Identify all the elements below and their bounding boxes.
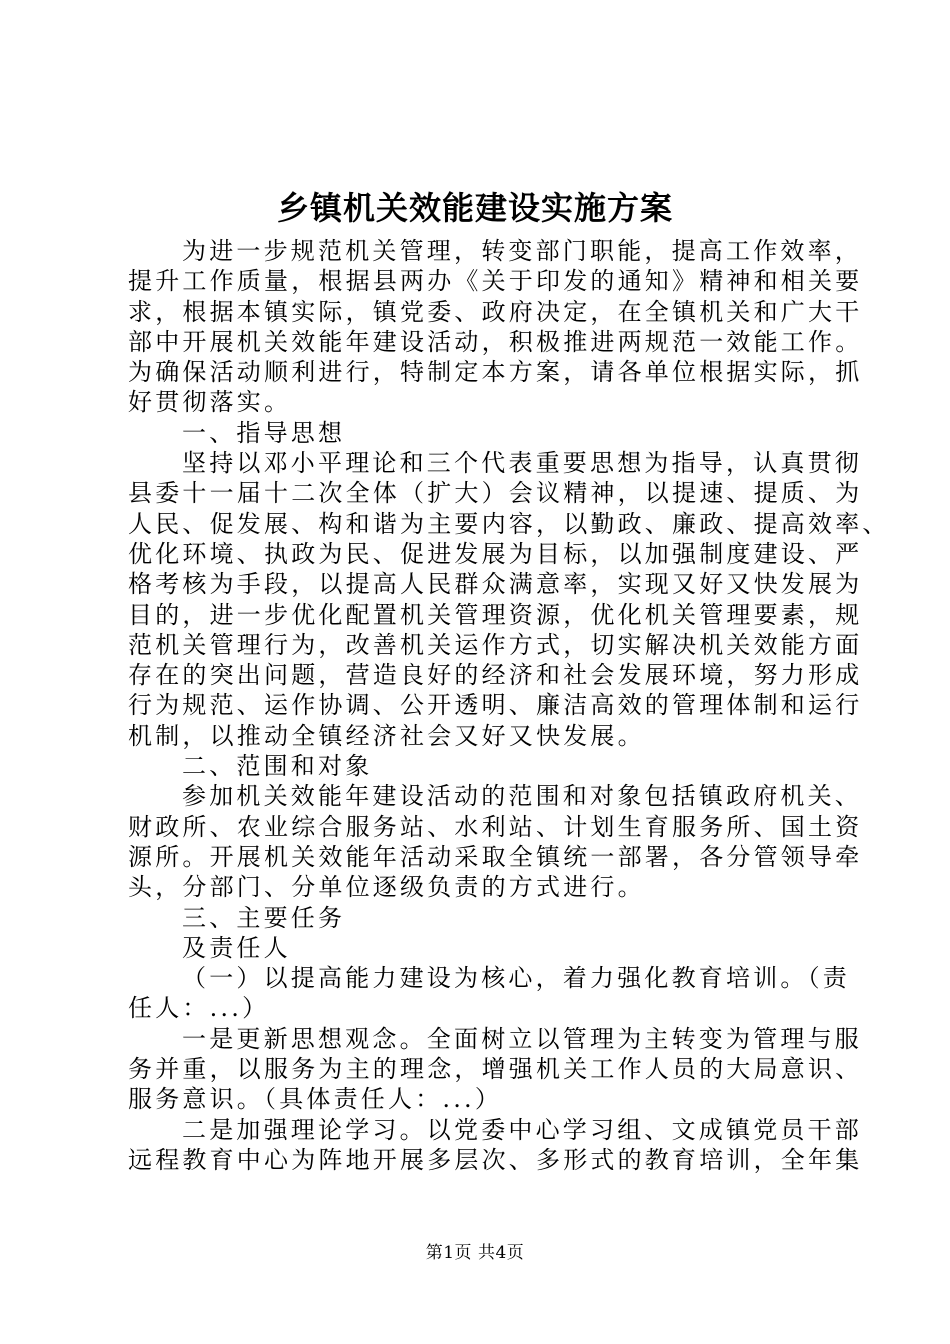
- body-line: 头，分部门、分单位逐级负责的方式进行。: [128, 873, 645, 902]
- body-line: 目的，进一步优化配置机关管理资源，优化机关管理要素，规: [128, 600, 863, 629]
- body-line: 二是加强理论学习。以党委中心学习组、文成镇党员干部: [182, 1115, 862, 1144]
- body-line: 服务意识。（具体责任人：...）: [128, 1085, 503, 1114]
- body-line: 任人：...）: [128, 994, 270, 1023]
- subsection-heading: （一）以提高能力建设为核心，着力强化教育培训。（责: [182, 964, 850, 993]
- body-line: 好贯彻落实。: [128, 388, 292, 417]
- body-line: 为进一步规范机关管理，转变部门职能，提高工作效率，: [182, 237, 862, 265]
- body-line: 务并重，以服务为主的理念，增强机关工作人员的大局意识、: [128, 1055, 863, 1084]
- body-line: 县委十一届十二次全体（扩大）会议精神，以提速、提质、为: [128, 479, 863, 508]
- body-line: 优化环境、执政为民、促进发展为目标，以加强制度建设、严: [128, 539, 863, 568]
- body-line: 为确保活动顺利进行，特制定本方案，请各单位根据实际，抓: [128, 358, 863, 387]
- document-body: [128, 236, 890, 1175]
- body-line: 一是更新思想观念。全面树立以管理为主转变为管理与服: [182, 1024, 862, 1053]
- body-line: 远程教育中心为阵地开展多层次、多形式的教育培训，全年集: [128, 1145, 863, 1174]
- section-heading-scope: 二、范围和对象: [182, 752, 373, 781]
- body-line: 机制，以推动全镇经济社会又好又快发展。: [128, 721, 645, 750]
- body-line: 及责任人: [182, 933, 291, 962]
- body-line: 源所。开展机关效能年活动采取全镇统一部署，各分管领导牵: [128, 842, 863, 871]
- section-heading-guiding-ideology: 一、指导思想: [182, 418, 346, 447]
- body-line: 范机关管理行为，改善机关运作方式，切实解决机关效能方面: [128, 630, 863, 659]
- body-line: 人民、促发展、构和谐为主要内容，以勤政、廉政、提高效率、: [128, 509, 890, 538]
- body-line: 求，根据本镇实际，镇党委、政府决定，在全镇机关和广大干: [128, 297, 863, 326]
- body-line: 提升工作质量，根据县两办《关于印发的通知》精神和相关要: [128, 267, 863, 296]
- page-footer: 第1页 共4页: [425, 1243, 525, 1263]
- body-line: 坚持以邓小平理论和三个代表重要思想为指导，认真贯彻: [182, 449, 862, 478]
- body-line: 财政所、农业综合服务站、水利站、计划生育服务所、国土资: [128, 812, 863, 841]
- body-line: 部中开展机关效能年建设活动，积极推进两规范一效能工作。: [128, 327, 863, 356]
- body-line: 存在的突出问题，营造良好的经济和社会发展环境，努力形成: [128, 661, 863, 690]
- body-line: 行为规范、运作协调、公开透明、廉洁高效的管理体制和运行: [128, 691, 863, 720]
- body-line: 参加机关效能年建设活动的范围和对象包括镇政府机关、: [182, 782, 862, 811]
- document-title: 乡镇机关效能建设实施方案: [276, 189, 673, 227]
- body-line: 格考核为手段，以提高人民群众满意率，实现又好又快发展为: [128, 570, 863, 599]
- section-heading-main-tasks: 三、主要任务: [182, 903, 346, 932]
